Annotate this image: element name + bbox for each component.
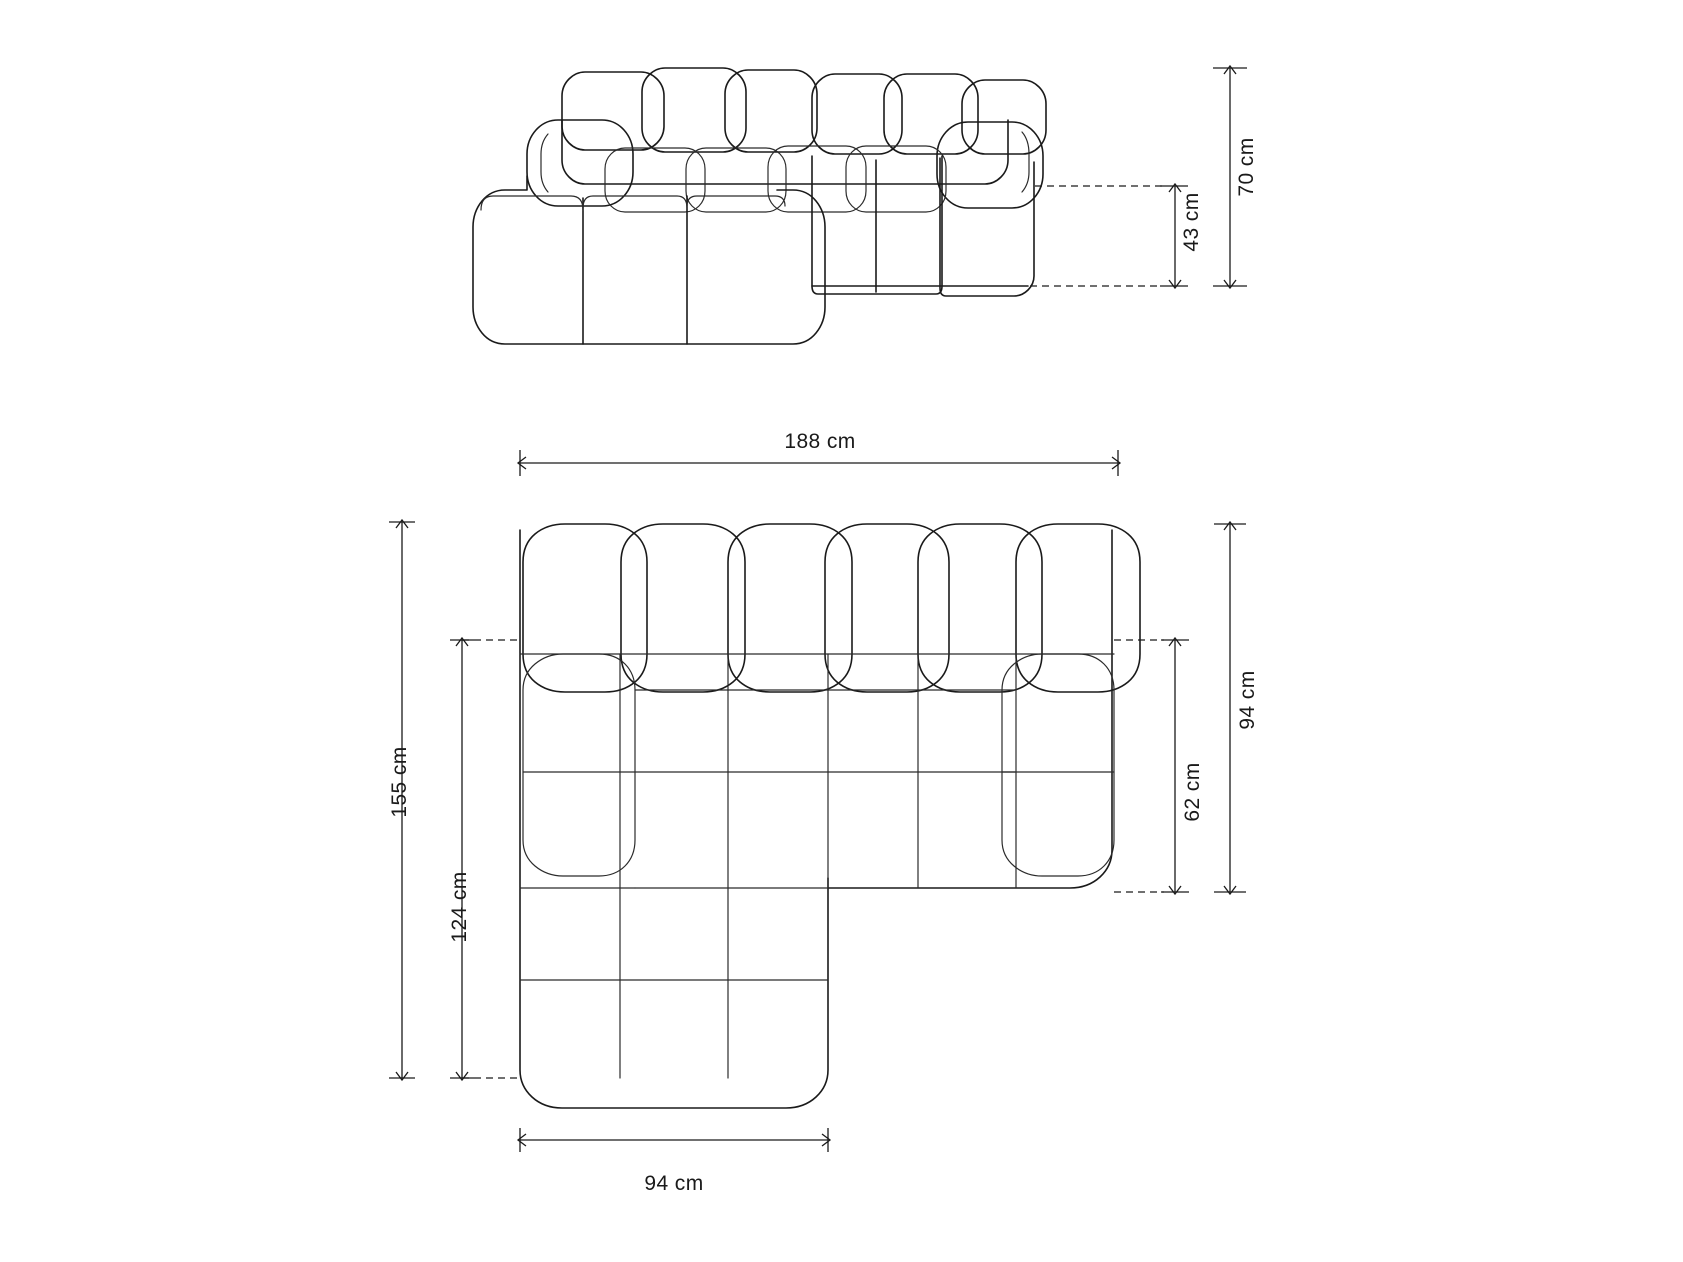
dimension-label-top-module-width: 94 cm [644,1172,704,1195]
dimension-label-front-total-height: 70 cm [1235,137,1258,197]
top-plan-view [520,524,1140,1108]
dimension-label-top-total-depth: 155 cm [388,746,411,818]
front-view-dimensions [1030,66,1247,288]
dimension-label-top-total-width: 188 cm [784,430,856,453]
dimension-label-top-inner-depth: 124 cm [448,871,471,943]
dimension-label-front-seat-height: 43 cm [1180,192,1203,252]
dimension-label-top-module-depth: 94 cm [1236,670,1259,730]
front-elevation-view [473,68,1046,344]
top-view-dimensions [389,450,1246,1152]
dimension-label-top-seat-depth: 62 cm [1181,762,1204,822]
